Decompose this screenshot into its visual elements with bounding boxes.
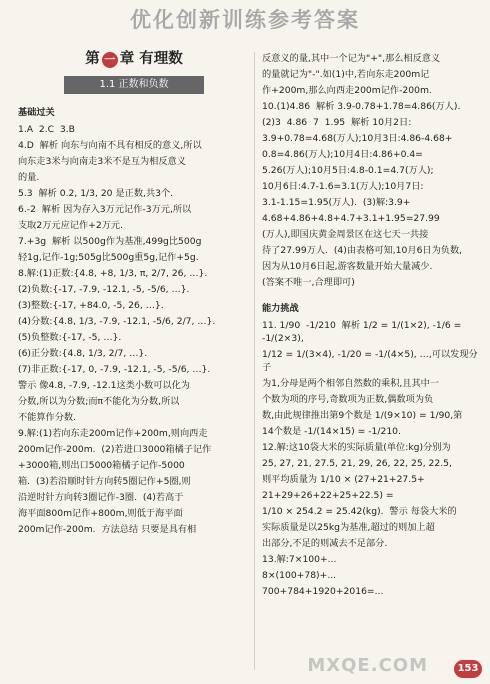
answer-line: 不能算作分数.	[18, 412, 77, 423]
chapter-prefix: 第	[85, 51, 100, 67]
page-number-badge: 153	[454, 660, 482, 678]
answer-line: 支取2万元应记作+2万元.	[18, 220, 123, 231]
left-subheading: 基础过关	[18, 107, 55, 118]
page-title: 优化创新训练参考答案	[130, 8, 360, 32]
answer-line: 4.D 解析 向东与向南不具有相反的意义,所以	[18, 140, 202, 151]
answer-line: 25, 27, 21, 27.5, 21, 29, 26, 22, 25, 22.5,	[262, 458, 452, 469]
answer-line: (2)负数:{-17, -7.9, -12.1, -5, -5/6, …}.	[18, 284, 190, 295]
watermark: MXQE.COM	[307, 655, 428, 676]
section-title: 1.1 正数和负数	[64, 76, 204, 94]
right-subheading: 能力挑战	[262, 303, 299, 314]
answer-line: 分数,所以为分数;而π不能化为分数,所以	[18, 396, 180, 407]
answer-line: 10.(1)4.86 解析 3.9-0.78+1.78=4.86(万人).	[262, 101, 461, 112]
answer-line: 0.8=4.86(万人);10月4日:4.86+0.4=	[262, 149, 423, 160]
answer-line: 200m记作-200m. (2)若进口3000箱橘子记作	[18, 444, 212, 455]
answer-line: 实际质量是以25kg为基准,超过的则加上超	[262, 522, 435, 533]
answer-line: 则平均质量为 1/10 × (27+21+27.5+	[262, 474, 425, 485]
answer-line: (4)分数:{4.8, 1/3, -7.9, -12.1, -5/6, 2/7, …}.	[18, 316, 216, 327]
answer-line: 8.解:(1)正数:{4.8, +8, 1/3, π, 2/7, 26, …}.	[18, 268, 208, 279]
column-divider	[254, 52, 255, 670]
answer-line: 个数为项的序号,奇数项为正数,偶数项为负	[262, 394, 434, 405]
answer-line: 200m记作-200m. 方法总结 只要是具有相	[18, 524, 197, 535]
left-column	[18, 52, 250, 539]
answer-line: 21+29+26+22+25+22.5) =	[262, 490, 394, 501]
answer-line: 10月6日:4.7-1.6=3.1(万人);10月7日:	[262, 181, 424, 192]
answer-line: +3000箱,则出口5000箱橘子记作-5000	[18, 460, 185, 471]
answer-line: 5.3 解析 0.2, 1/3, 20 是正数,共3个.	[18, 188, 174, 199]
answer-line: 反意义的量,其中一个记为"+",那么相反意义	[262, 53, 441, 64]
answer-line: 数,由此规律推出第9个数是 1/(9×10) = 1/90,第	[262, 410, 463, 421]
answer-line: 沿逆时针方向转3圈记作-3圈. (4)若高于	[18, 492, 184, 503]
answer-line: 警示 像4.8, -7.9, -12.1这类小数可以化为	[18, 380, 190, 391]
answer-line: (5)负整数:{-17, -5, …}.	[18, 332, 122, 343]
answer-line: 待了27.99万人. (4)由表格可知,10月6日为负数,	[262, 245, 463, 256]
right-column	[262, 52, 482, 601]
answer-line: (2)3 4.86 7 1.95 解析 10月2日:	[262, 117, 412, 128]
answer-line: 轻1g,记作-1g;505g比500g重5g,记作+5g.	[18, 252, 199, 263]
answer-line: 3.9+0.78=4.68(万人);10月3日:4.86-4.68+	[262, 133, 453, 144]
answer-line: 13.解:7×100+...	[262, 554, 337, 565]
answer-line: 8×(100+78)+...	[262, 570, 337, 581]
answer-line: 14个数是 -1/(14×15) = -1/210.	[262, 426, 401, 437]
answer-line: (万人),即国庆黄金周景区在这七天一共接	[262, 229, 429, 240]
right-answer-lines	[262, 52, 482, 289]
answer-line: 的量.	[18, 172, 40, 183]
answer-line: 的量就记为"-".如(1)中,若向东走200m记	[262, 69, 430, 80]
answer-line: 为1,分母是两个相邻自然数的乘积,且其中一	[262, 378, 440, 389]
answer-line: 海平面800m记作+800m,则低于海平面	[18, 508, 183, 519]
answer-line: 12.解:这10袋大米的实际质量(单位:kg)分别为	[262, 442, 451, 453]
answer-line: 3.1-1.15=1.95(万人). (3)解:3.9+	[262, 197, 411, 208]
answer-line: 700+784+1920+2016=...	[262, 586, 384, 597]
chapter-suffix: 章	[119, 51, 135, 67]
chapter-heading	[18, 52, 250, 68]
answer-line: 向东走3米与向南走3米不是互为相反意义	[18, 156, 186, 167]
answer-line: (6)正分数:{4.8, 1/3, 2/7, …}.	[18, 348, 148, 359]
answer-line: 7.+3g 解析 以500g作为基准,499g比500g	[18, 236, 202, 247]
answer-line: (答案不唯一,合理即可)	[262, 277, 355, 288]
answer-line: 5.26(万人);10月5日:4.8-0.1=4.7(万人);	[262, 165, 434, 176]
answer-line: 作+200m,那么向西走200m记作-200m.	[262, 85, 432, 96]
left-answer-lines	[18, 123, 250, 536]
answer-line: 6.-2 解析 因为存入3万元记作-3万元,所以	[18, 204, 192, 215]
answer-line: 1/12 = 1/(3×4), -1/20 = -1/(4×5), …,可以发现分子	[262, 349, 478, 373]
answer-line: 出部分,不足的则减去不足部分.	[262, 538, 388, 549]
answer-line: 因为从10月6日起,游客数量开始大量减少.	[262, 261, 433, 272]
answer-line: 9.解:(1)若向东走200m记作+200m,则向西走	[18, 428, 208, 439]
spacer	[262, 292, 482, 298]
answer-line: 箱. (3)若沿顺时针方向转5圈记作+5圈,则	[18, 476, 191, 487]
answer-line: 1/10 × 254.2 = 25.42(kg). 警示 每袋大米的	[262, 506, 457, 517]
answer-line: 4.68+4.86+4.8+4.7+3.1+1.95=27.99	[262, 213, 440, 224]
right-challenge-lines	[262, 319, 482, 598]
answer-line: (7)非正数:{-17, 0, -7.9, -12.1, -5, -5/6, …}.	[18, 364, 211, 375]
answer-line: 11. 1/90 -1/210 解析 1/2 = 1/(1×2), -1/6 = -1/(2×3),	[262, 320, 465, 344]
answer-line: (3)整数:{-17, +84.0, -5, 26, …}.	[18, 300, 164, 311]
answer-line: 1.A 2.C 3.B	[18, 124, 75, 135]
chapter-name: 有理数	[139, 51, 183, 67]
chapter-number-badge: 一	[102, 52, 118, 68]
